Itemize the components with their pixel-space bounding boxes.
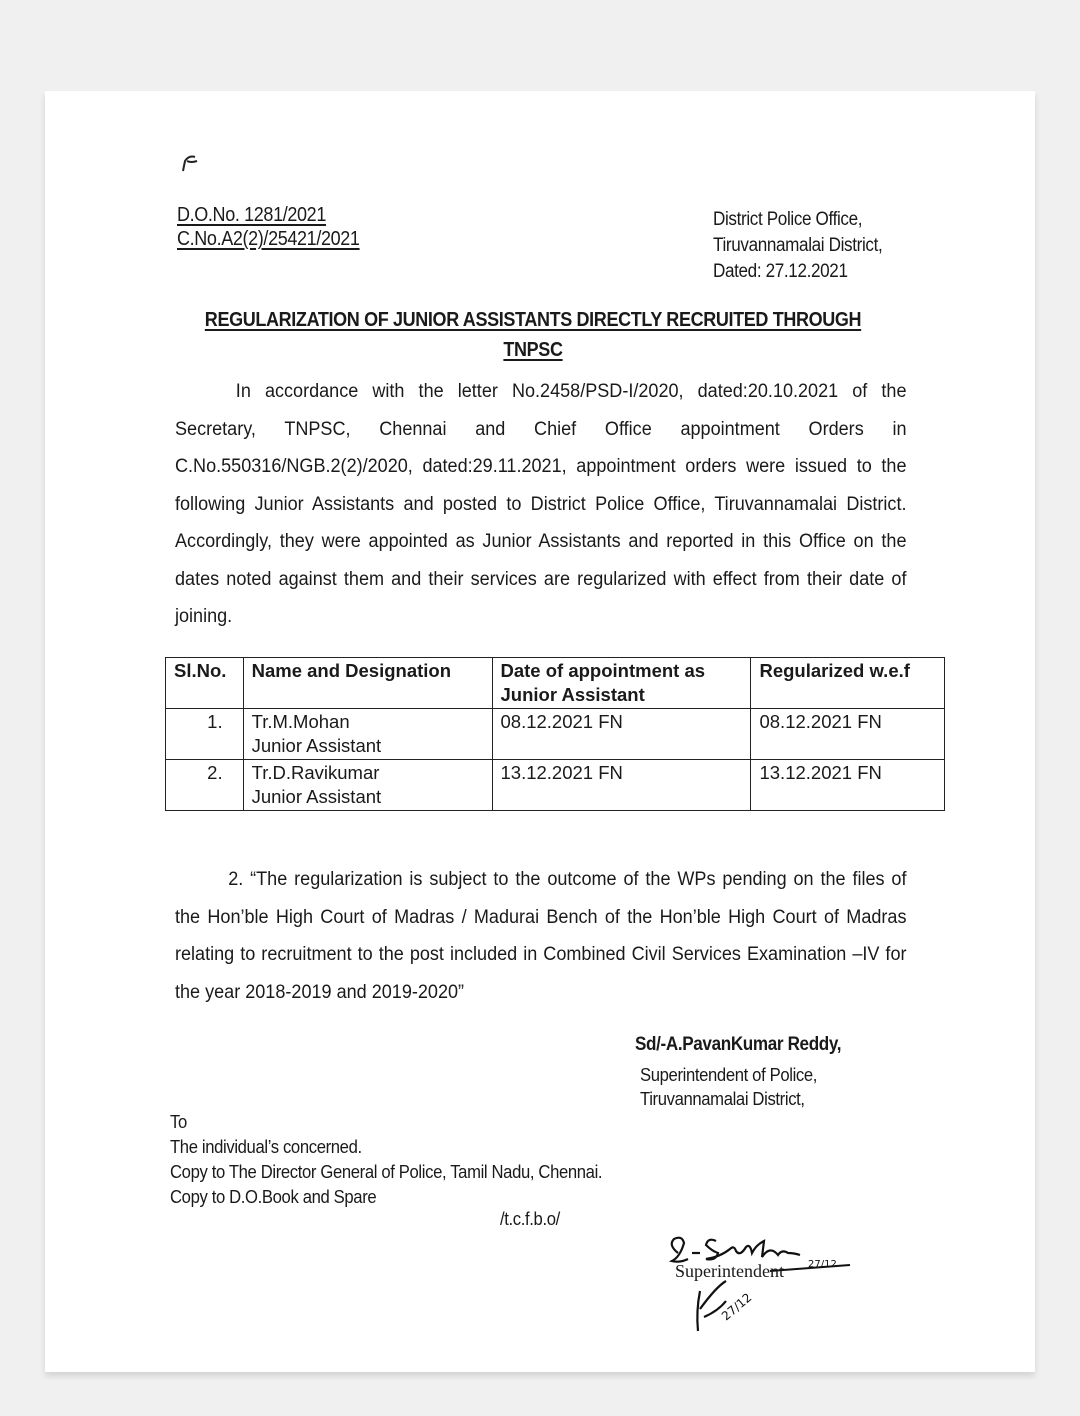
header-appointment-date: Date of appointment as Junior Assistant — [492, 658, 751, 709]
cell-appointment-date: 08.12.2021 FN — [492, 709, 751, 760]
c-number: C.No.A2(2)/25421/2021 — [177, 228, 360, 250]
header-sl-no: Sl.No. — [166, 658, 244, 709]
cell-sl-no: 2. — [166, 760, 244, 811]
employee-designation: Junior Assistant — [251, 786, 382, 807]
superintendent-stamp: Superintendent — [675, 1261, 784, 1281]
signatory-district: Tiruvannamalai District, — [640, 1088, 805, 1109]
handwritten-date: 27/12 — [718, 1290, 755, 1324]
table-row — [166, 709, 945, 760]
do-number: D.O.No. 1281/2021 — [177, 204, 326, 226]
address-line2: Tiruvannamalai District, — [713, 235, 883, 256]
cell-sl-no: 1. — [166, 709, 244, 760]
cell-regularized: 08.12.2021 FN — [751, 709, 945, 760]
header-regularized: Regularized w.e.f — [751, 658, 945, 709]
document-title: REGULARIZATION OF JUNIOR ASSISTANTS DIRECTLY RECRUITED THROUGH TNPSC — [204, 309, 862, 361]
employee-name: Tr.M.Mohan — [251, 711, 350, 732]
table-row — [166, 760, 945, 811]
distribution-line2: Copy to The Director General of Police, Tamil Nadu, Chennai. — [170, 1161, 603, 1182]
distribution-list — [170, 1109, 602, 1209]
handwritten-date-top: 27/12 — [808, 1259, 837, 1270]
paragraph-1: In accordance with the letter No.2458/PSD-I/2020, dated:20.10.2021 of the Secretary, TNPSC, Chennai and Chief Office appointment Orders in C.No.550316/NGB.2(2)/2020, dated:29.11.2021, appointment orders were issued to the following Junior Assistants and posted to District Police Office, Tiruvannamalai District. Accordingly, they were appointed as Junior Assistants and reported in this Office on the dates noted against them and their services are regularized with effect from their date of joining. — [175, 381, 907, 627]
date-line: Dated: 27.12.2021 — [713, 261, 848, 282]
handwritten-tick-icon — [175, 149, 205, 175]
reference-code: /t.c.f.b.o/ — [500, 1208, 560, 1229]
document-page — [45, 91, 1035, 1372]
cell-name — [243, 709, 492, 760]
address-line1: District Police Office, — [713, 209, 863, 230]
header-name: Name and Designation — [243, 658, 492, 709]
signatory-name: Sd/-A.PavanKumar Reddy, — [635, 1034, 842, 1055]
junior-assistants-table — [165, 657, 945, 811]
signatory-block — [640, 1063, 817, 1111]
cell-regularized: 13.12.2021 FN — [751, 760, 945, 811]
employee-designation: Junior Assistant — [251, 735, 382, 756]
distribution-line1: The individual’s concerned. — [170, 1136, 362, 1157]
office-address — [713, 207, 882, 285]
table-header-row — [166, 658, 945, 709]
to-label: To — [170, 1111, 187, 1132]
cell-appointment-date: 13.12.2021 FN — [492, 760, 751, 811]
signatory-designation: Superintendent of Police, — [640, 1064, 818, 1085]
paragraph-2: 2. “The regularization is subject to the outcome of the WPs pending on the files of the Hon’ble High Court of Madras / Madurai Bench of the Hon’ble High Court of Madras relating to recruitment to the post included in Combined Civil Services Examination –IV for the year 2018-2019 and 2019-2020” — [175, 869, 907, 1003]
distribution-line3: Copy to D.O.Book and Spare — [170, 1186, 377, 1207]
cell-name — [243, 760, 492, 811]
reference-numbers — [177, 203, 360, 251]
handwritten-signature-icon — [660, 1231, 860, 1341]
employee-name: Tr.D.Ravikumar — [251, 762, 380, 783]
